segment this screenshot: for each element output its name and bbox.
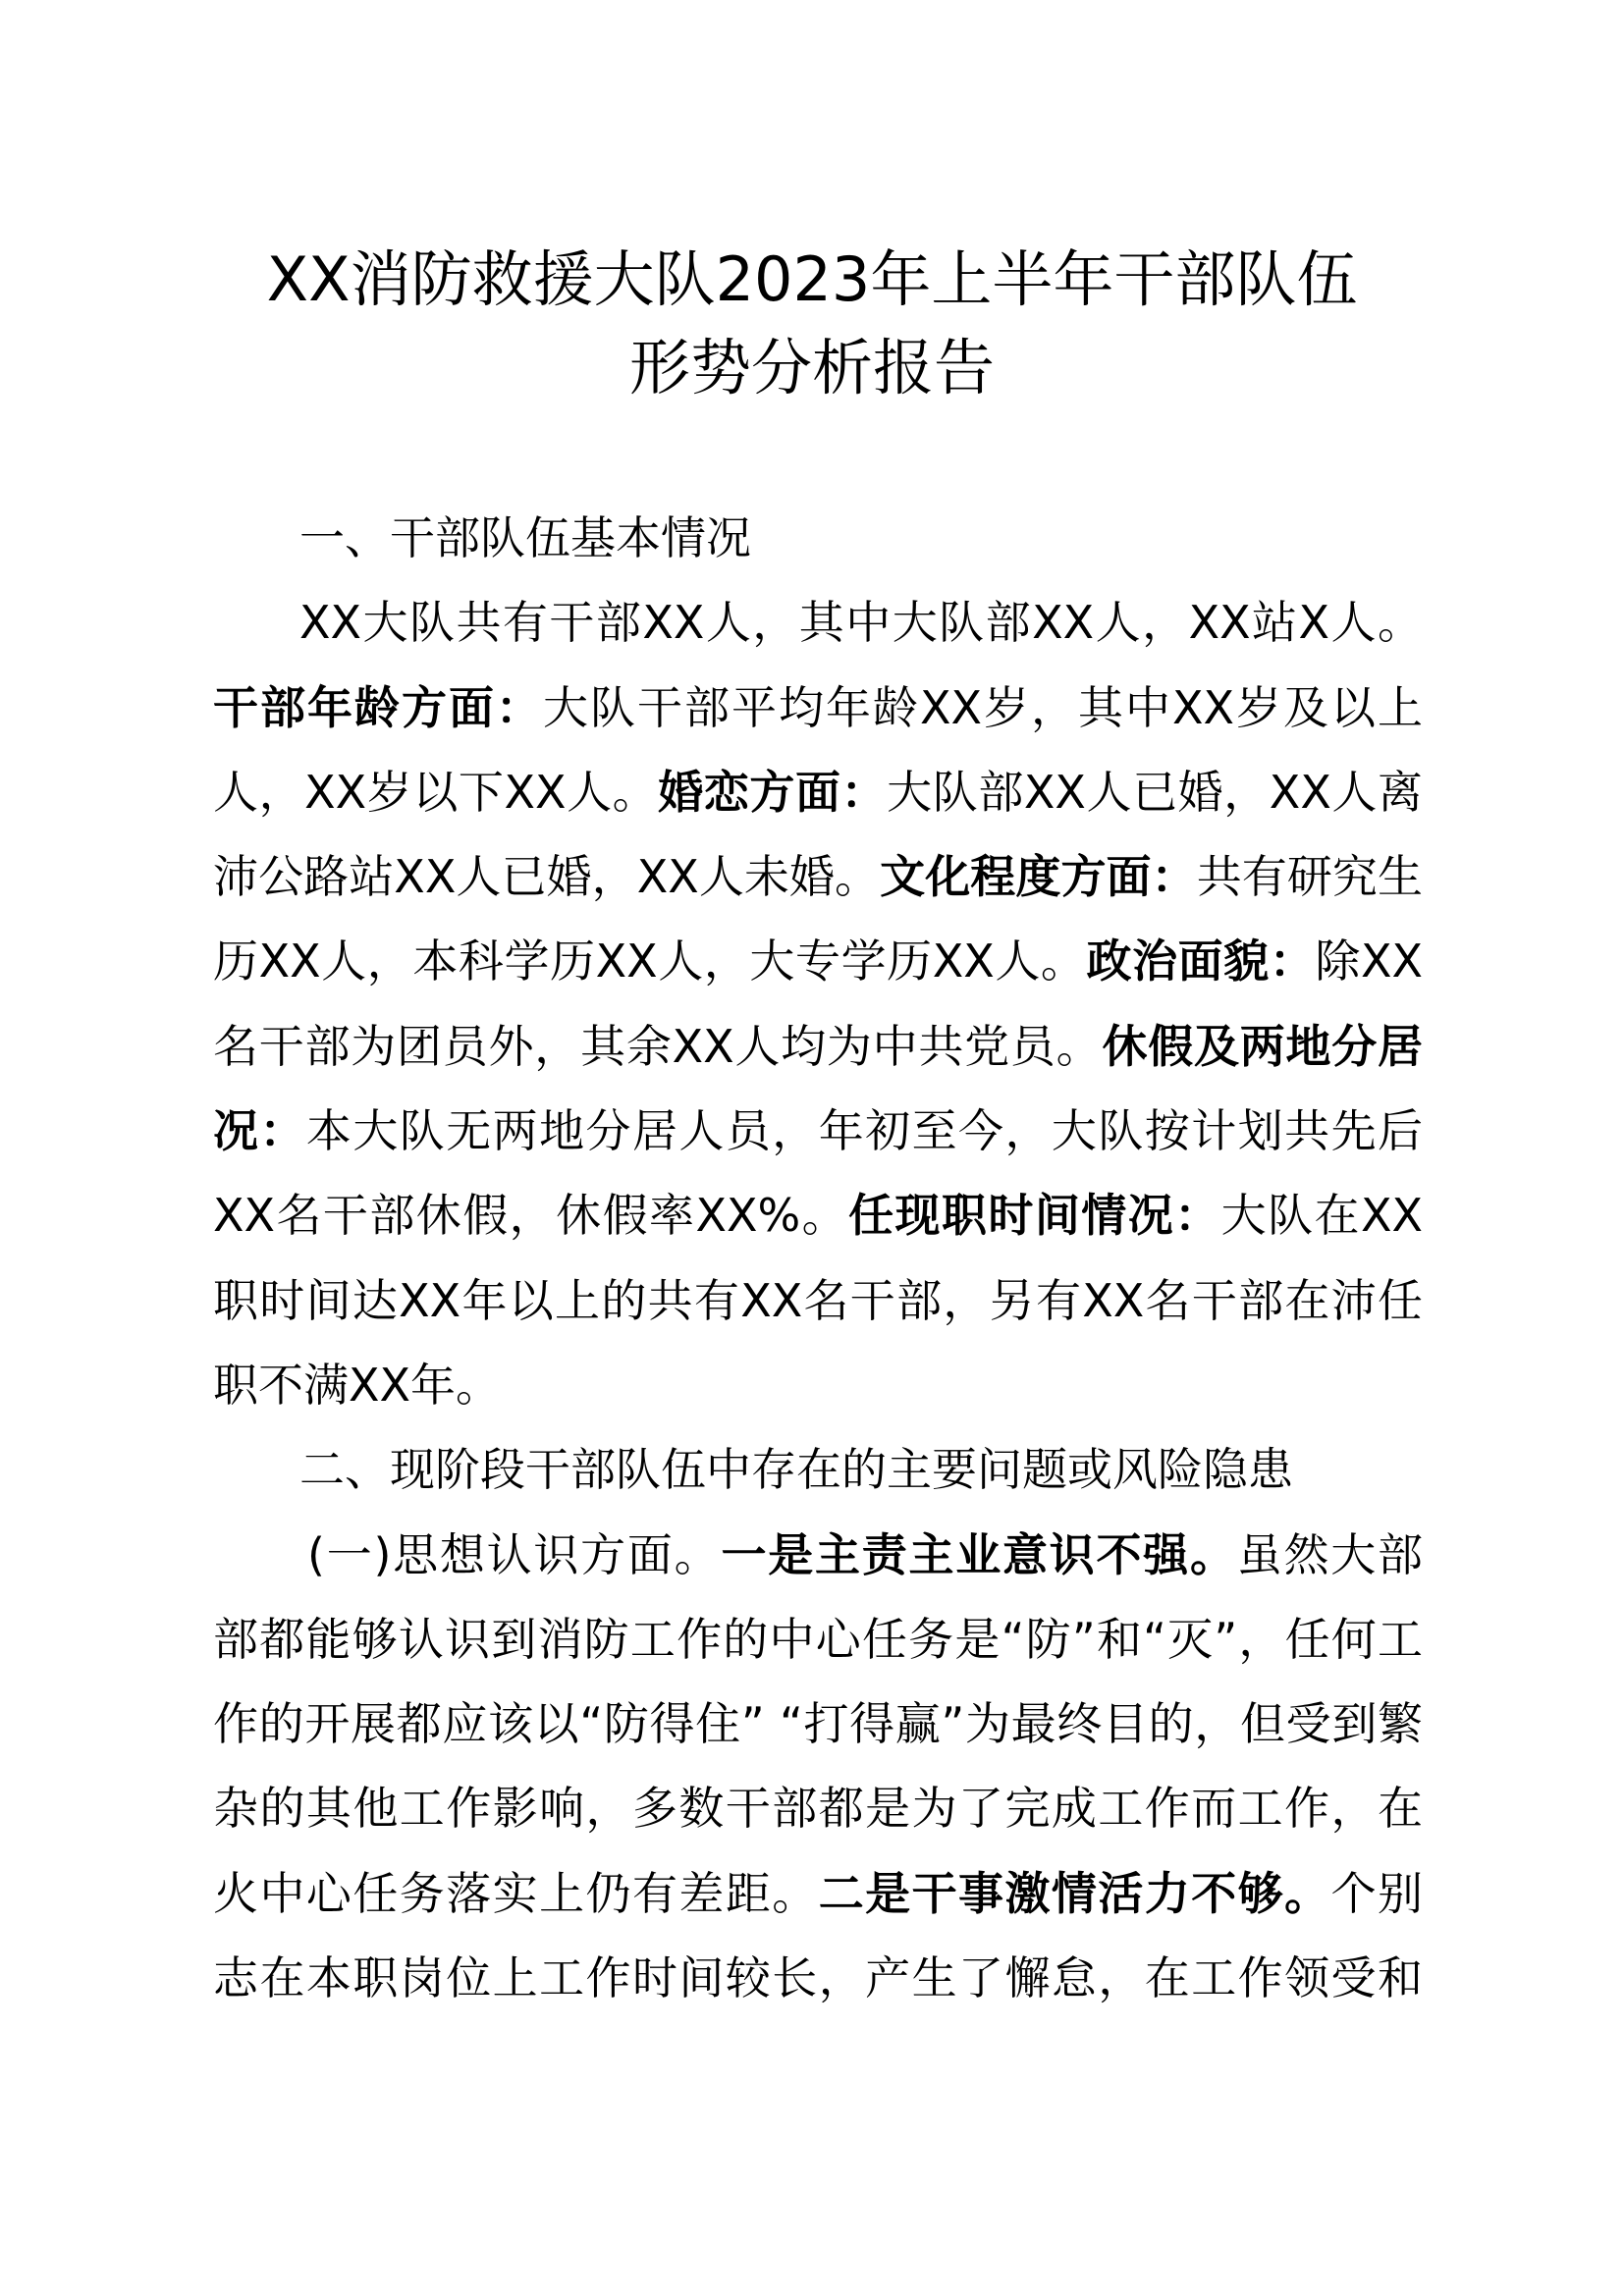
text: 大队在XX [1220, 1189, 1423, 1243]
text: 职不满XX年。 [213, 1358, 502, 1412]
bold-text: 任现职时间情况： [848, 1189, 1221, 1243]
text: 大队部XX人已婚，XX人离 [887, 765, 1423, 819]
text: 虽然大部 [1236, 1527, 1423, 1581]
text-line [213, 1004, 1423, 1089]
text: 人，XX岁以下XX人。 [213, 765, 659, 819]
text-line [213, 919, 1423, 1003]
text: 职时间达XX年以上的共有XX名干部，另有XX名干部在沛任 [213, 1273, 1423, 1327]
text: (一)思想认识方面。 [307, 1527, 722, 1581]
text-line [213, 750, 1423, 834]
text: 沛公路站XX人已婚，XX人未婚。 [213, 850, 881, 904]
text-line [213, 1513, 1423, 1597]
text: XX名干部休假，休假率XX%。 [213, 1189, 849, 1243]
text: 二、现阶段干部队伍中存在的主要问题或风险隐患 [299, 1443, 1293, 1497]
text: 火中心任务落实上仍有差距。 [213, 1866, 819, 1920]
text: 个别 [1330, 1866, 1423, 1920]
text-line [213, 1258, 1423, 1343]
text-line [213, 1936, 1423, 2020]
text-line [213, 1597, 1423, 1682]
text: 共有研究生 [1196, 850, 1423, 904]
bold-text: 文化程度方面： [880, 850, 1197, 904]
text: 部都能够认识到消防工作的中心任务是“防”和“灭”，任何工 [213, 1612, 1423, 1666]
bold-text: 干部年龄方面： [213, 680, 543, 734]
text-line [213, 1173, 1423, 1257]
text-line [213, 666, 1423, 750]
text-line [213, 496, 1423, 580]
bold-text: 二是干事激情活力不够。 [818, 1866, 1331, 1920]
text: 除XX [1315, 934, 1423, 988]
text-line [213, 1089, 1423, 1173]
text: 一、干部队伍基本情况 [299, 511, 751, 564]
text-line [213, 1682, 1423, 1766]
text: 本大队无两地分居人员，年初至今，大队按计划共先后 [305, 1104, 1423, 1158]
document-title-line-1: XX消防救援大队2023年上半年干部队伍 [266, 243, 1358, 315]
text: 名干部为团员外，其余XX人均为中共党员。 [213, 1019, 1103, 1073]
text: 大队干部平均年龄XX岁，其中XX岁及以上 [542, 680, 1423, 734]
text-line [213, 580, 1423, 665]
text-line [213, 1343, 1423, 1427]
document-title-line-2: 形势分析报告 [628, 332, 995, 403]
text: 作的开展都应该以“防得住” “打得赢”为最终目的，但受到繁 [213, 1697, 1423, 1751]
text: 杂的其他工作影响，多数干部都是为了完成工作而工作，在 [213, 1782, 1423, 1836]
text: XX大队共有干部XX人，其中大队部XX人，XX站X人。 [299, 596, 1423, 650]
document-body [213, 496, 1423, 2020]
bold-text: 一是主责主业意识不强。 [721, 1527, 1237, 1581]
text: 志在本职岗位上工作时间较长，产生了懈怠，在工作领受和 [213, 1951, 1423, 2005]
text-line [213, 1766, 1423, 1850]
bold-text: 休假及两地分居 [1102, 1019, 1423, 1073]
bold-text: 婚恋方面： [658, 765, 888, 819]
text-line [213, 1427, 1423, 1512]
bold-text: 况： [213, 1104, 306, 1158]
text-line [213, 834, 1423, 919]
text: 历XX人，本科学历XX人，大专学历XX人。 [213, 934, 1087, 988]
bold-text: 政治面貌： [1086, 934, 1316, 988]
text-line [213, 1851, 1423, 1936]
